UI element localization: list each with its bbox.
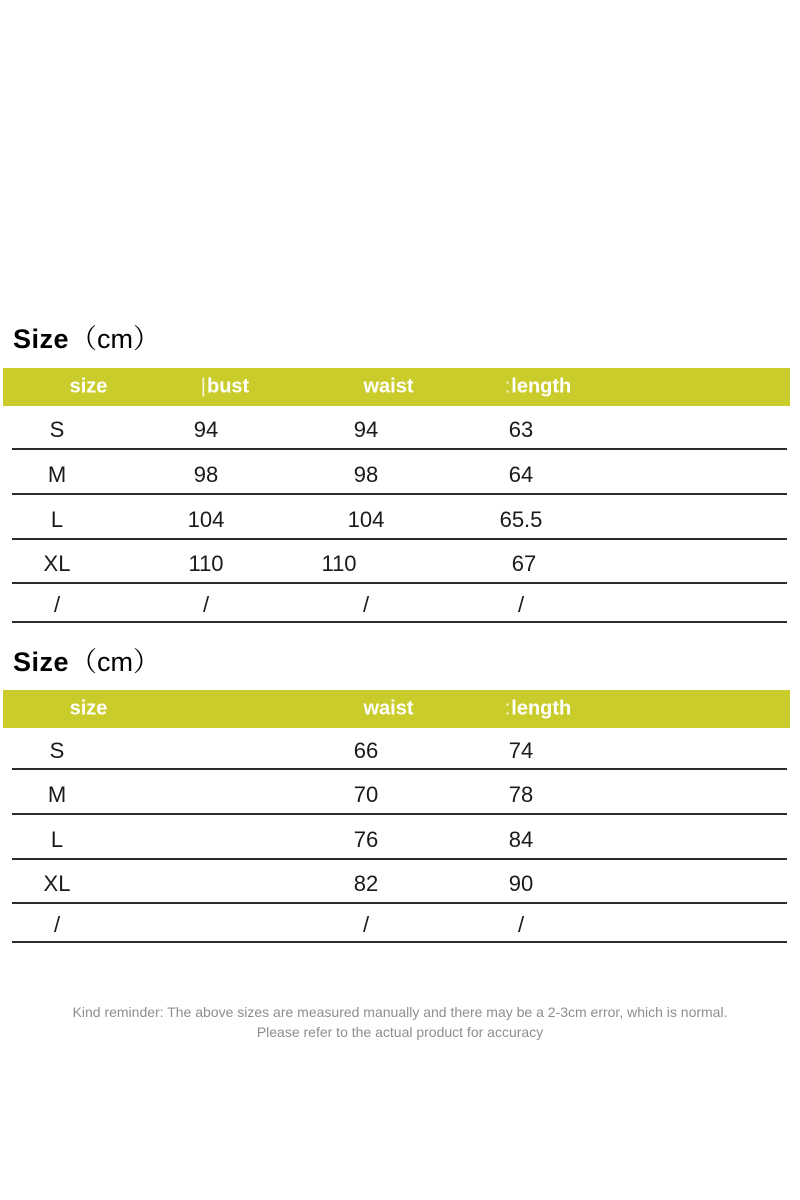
note-line-2: Please refer to the actual product for accuracy xyxy=(256,1024,544,1040)
table-row xyxy=(12,770,787,815)
table-row xyxy=(12,584,787,623)
cell-waist: 70 xyxy=(353,781,379,807)
size-chart-title-2 xyxy=(13,645,160,679)
column-header-length xyxy=(505,698,572,721)
cell-bust: 110 xyxy=(188,551,224,577)
title-unit: （cm） xyxy=(70,647,161,677)
cell-length: / xyxy=(517,592,525,618)
column-header-bust xyxy=(201,376,249,399)
header-label: size xyxy=(69,697,108,720)
cell-length: 84 xyxy=(508,826,534,852)
column-header-waist xyxy=(362,698,413,721)
table-row xyxy=(12,728,787,770)
cell-waist: 104 xyxy=(347,506,385,532)
cell-size: L xyxy=(50,826,64,852)
table-row xyxy=(12,904,787,943)
cell-bust: 94 xyxy=(193,417,219,443)
header-label: waist xyxy=(363,375,414,398)
header-label: size xyxy=(69,375,108,398)
header-label: waist xyxy=(363,697,414,720)
cell-size: XL xyxy=(43,551,71,577)
title-word: Size xyxy=(13,647,70,677)
cell-bust: / xyxy=(202,592,210,618)
cell-waist: 76 xyxy=(353,826,379,852)
column-header-waist xyxy=(362,376,413,399)
header-label: bust xyxy=(206,375,250,398)
cell-length: 78 xyxy=(508,781,534,807)
cell-size: L xyxy=(50,506,64,532)
column-header-size xyxy=(69,376,108,399)
cell-length: 65.5 xyxy=(499,506,543,532)
table1-header-row xyxy=(3,368,790,406)
cell-size: S xyxy=(49,738,65,764)
cell-waist: 110 xyxy=(321,551,357,577)
table2-header-row xyxy=(3,690,790,728)
cell-waist: 66 xyxy=(353,738,379,764)
cell-length: / xyxy=(517,912,525,938)
header-prefix-mark: : xyxy=(504,697,511,720)
cell-size: / xyxy=(53,592,61,618)
cell-waist: 82 xyxy=(353,871,379,897)
cell-waist: / xyxy=(362,592,370,618)
table2-body xyxy=(12,728,787,943)
table-row xyxy=(12,450,787,495)
cell-bust: 104 xyxy=(187,506,225,532)
cell-length: 63 xyxy=(508,417,534,443)
header-prefix-mark: | xyxy=(200,375,206,398)
note-line-1: Kind reminder: The above sizes are measured manually and there may be a 2-3cm error, which is normal. xyxy=(72,1004,728,1020)
header-prefix-mark: : xyxy=(504,375,511,398)
size-chart-title-1 xyxy=(13,322,160,356)
table-row xyxy=(12,540,787,584)
title-unit: （cm） xyxy=(70,324,161,354)
header-label: length xyxy=(511,375,572,398)
table-row xyxy=(12,495,787,540)
cell-size: M xyxy=(47,781,67,807)
cell-size: M xyxy=(47,461,67,487)
cell-length: 67 xyxy=(511,551,537,577)
table-row xyxy=(12,406,787,450)
cell-waist: 98 xyxy=(353,461,379,487)
cell-length: 90 xyxy=(508,871,534,897)
cell-size: S xyxy=(49,417,65,443)
cell-length: 64 xyxy=(508,461,534,487)
cell-size: / xyxy=(53,912,61,938)
cell-waist: 94 xyxy=(353,417,379,443)
title-word: Size xyxy=(13,324,70,354)
cell-size: XL xyxy=(43,871,71,897)
table1-body xyxy=(12,406,787,623)
cell-bust: 98 xyxy=(193,461,219,487)
column-header-size xyxy=(69,698,108,721)
header-label: length xyxy=(511,697,572,720)
kind-reminder-note xyxy=(0,1002,800,1042)
column-header-length xyxy=(505,376,572,399)
table-row xyxy=(12,860,787,904)
cell-waist: / xyxy=(362,912,370,938)
table-row xyxy=(12,815,787,860)
cell-length: 74 xyxy=(508,738,534,764)
